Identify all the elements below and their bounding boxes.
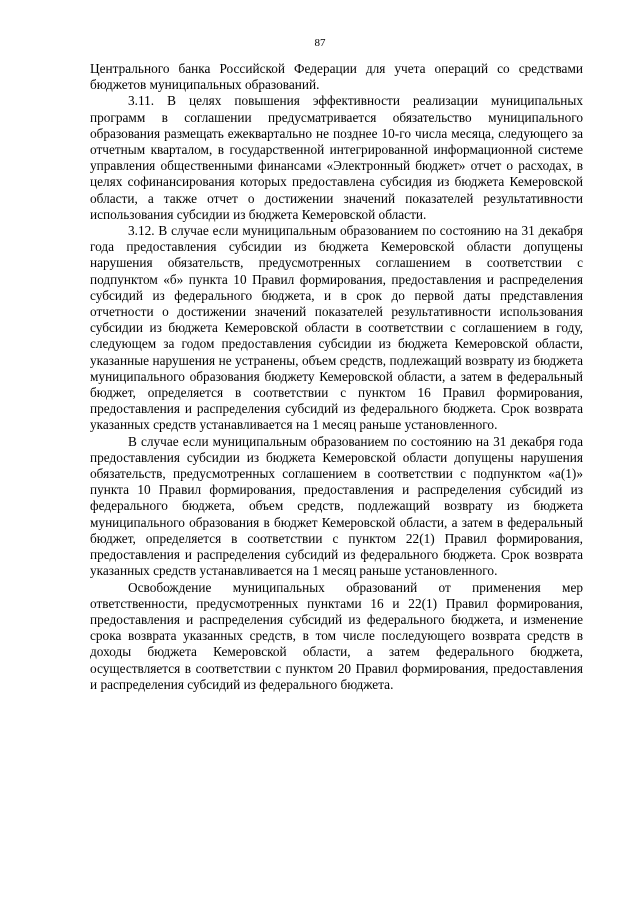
paragraph-clause-3-12: 3.12. В случае если муниципальным образованием по состоянию на 31 декабря года предоставления субсидии из бюджета Кемеровской области допущены нарушения обязательств, предусмотренных соглашением в соответствии с подпунктом «б» пункта 10 Правил формирования, предоставления и распределения субсидий из федерального бюджета, и в срок до первой даты представления отчетности о достижении значений показателей результативности использования субсидии из бюджета Кемеровской области в соответствии с соглашением в году, следующем за годом предоставления субсидии из бюджета Кемеровской области, указанные нарушения не устранены, объем средств, подлежащий возврату из бюджета муниципального образования бюджету Кемеровской области, а затем в федеральный бюджет, определяется в соответствии с пунктом 16 Правил формирования, предоставления и распределения субсидий из федерального бюджета. Срок возврата указанных средств устанавливается на 1 месяц раньше установленного. <box>90 223 583 433</box>
paragraph-clause-3-11: 3.11. В целях повышения эффективности реализации муниципальных программ в соглашении предусматривается обязательство муниципального образования размещать ежеквартально не позднее 10-го числа месяца, следующего за отчетным кварталом, в государственной интегрированной информационной системе управления общественными финансами «Электронный бюджет» отчет о расходах, в целях софинансирования которых предоставлена субсидия из бюджета Кемеровской области, а также отчет о достижении значений показателей результативности использования субсидии из бюджета Кемеровской области. <box>90 93 583 222</box>
document-body <box>90 61 583 693</box>
paragraph-exemption: Освобождение муниципальных образований от применения мер ответственности, предусмотренных пунктами 16 и 22(1) Правил формирования, предоставления и распределения субсидий из федерального бюджета, и изменение срока возврата указанных средств, в том числе последующего возврата средств в доходы бюджета Кемеровской области, а затем федерального бюджета, осуществляется в соответствии с пунктом 20 Правил формирования, предоставления и распределения субсидий из федерального бюджета. <box>90 579 583 692</box>
paragraph-case-a1: В случае если муниципальным образованием по состоянию на 31 декабря года предоставления субсидии из бюджета Кемеровской области допущены нарушения обязательств, предусмотренных соглашением в соответствии с подпунктом «а(1)» пункта 10 Правил формирования, предоставления и распределения субсидий из федерального бюджета, объем средств, подлежащий возврату из бюджета муниципального образования в бюджет Кемеровской области, а затем в федеральный бюджет, определяется в соответствии с пунктом 22(1) Правил формирования, предоставления и распределения субсидий из федерального бюджета. Срок возврата указанных средств устанавливается на 1 месяц раньше установленного. <box>90 433 583 579</box>
page-number: 87 <box>314 37 326 49</box>
paragraph-continuation: Центрального банка Российской Федерации для учета операций со средствами бюджетов муниципальных образований. <box>90 61 583 93</box>
